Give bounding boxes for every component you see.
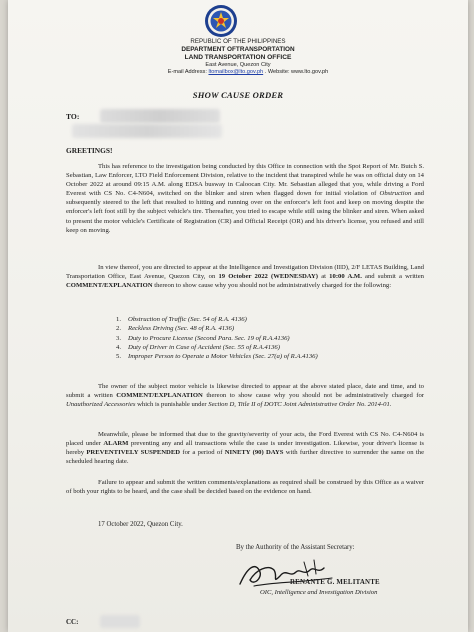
letterhead-department: DEPARTMENT OFTRANSPORTATION (181, 46, 295, 53)
letterhead-address: East Avenue, Quezon City (205, 62, 271, 68)
paragraph-directive: In view thereof, you are directed to appear at the Intelligence and Investigation Division (IID), 2/F LETAS Building, Land Transportation Office, East Avenue, Quezon City, on 19 October 2022 (WEDNESDAY) at 10:00 A.M. and submit a written COMMENT/EXPLANATION thereon to show cause why you should not be administratively charged for the following: (66, 264, 424, 290)
document-title: SHOW CAUSE ORDER (192, 90, 284, 100)
redacted-recipient (100, 109, 220, 123)
authority-line: By the Authority of the Assistant Secretary: (236, 544, 355, 551)
signatory-office: OIC, Intelligence and Investigation Division (260, 589, 378, 596)
list-item: 5. Improper Person to Operate a Motor Vehicles (Sec. 27(a) of R.A.4136) (116, 353, 318, 361)
list-item: 1. Obstruction of Traffic (Sec. 54 of R.A. 4136) (116, 316, 247, 323)
paragraph-alarm: Meanwhile, please be informed that due to the gravity/severity of your acts, the Ford Everest with CS No. C4-N604 is placed under ALARM preventing any and all transactions while the case is under investigation. Likewise, your driver's license is hereby PREVENTIVELY SUSPENDED for a period of NINETY (90) DAYS with further directive to surrender the same on the scheduled hearing date. (66, 431, 425, 466)
email-label: E-mail Address: (167, 69, 207, 75)
paragraph-incident: This has reference to the investigation being conducted by this Office in connection with the Spot Report of Mr. Butch S. Sebastian, Law Enforcer, LTO Field Enforcement Division, relative to the incident that transpired while he was on official duty on 14 October 2022 at around 09:15 A.M. along EDSA busway in Caloocan City. Mr. Sebastian alleged that you, while driving a Ford Everest with CS No. C4-N604, switched on the blinker and siren when flagged down for initial violation of Obstruction and subsequently steered to the left that resulted to hitting and running over on the enforcer's left foot and keep on moving despite the enforcer's left foot still by the subject vehicle's tire. Thereafter, you tried to escape while still using the blinker and siren. When asked to present the motor vehicle's Certificate of Registration (CR) and Official Receipt (OR) and his driver's license, you refused and still keep on moving. (66, 163, 424, 234)
letterhead-country: REPUBLIC OF THE PHILIPPINES (190, 38, 286, 45)
greeting: GREETINGS! (66, 146, 113, 155)
cc-label: CC: (66, 618, 79, 626)
list-item: 2. Reckless Driving (Sec. 48 of R.A. 4136) (116, 325, 235, 333)
email-link[interactable]: ltomailbox@lto.gov.ph (208, 69, 264, 75)
document-date: 17 October 2022, Quezon City. (98, 521, 183, 528)
redacted-recipient-address (72, 124, 222, 138)
redacted-cc (100, 615, 140, 628)
signatory-name: RENANTE G. MELITANTE (290, 579, 380, 586)
violations-list (116, 315, 318, 361)
list-item: 4. Duty of Driver in Case of Accident (Sec. 55 of R.A.4136) (116, 343, 280, 351)
document-page (8, 0, 468, 632)
lto-seal-icon (204, 4, 238, 38)
paragraph-failure: Failure to appear and submit the written comments/explanations as required shall be construed by this Office as a waiver of both your rights to be heard, and the case shall be decided based on the evidence on hand. (66, 479, 424, 496)
website-label: . Website: www.lto.gov.ph (264, 69, 329, 75)
list-item: 3. Duty to Procure License (Second Para. Sec. 19 of R.A.4136) (116, 334, 290, 342)
letterhead-office: LAND TRANSPORTATION OFFICE (184, 54, 292, 61)
to-label: TO: (66, 112, 80, 121)
paragraph-owner: The owner of the subject motor vehicle is likewise directed to appear at the above stated place, date and time, and to submit a written COMMENT/EXPLANATION thereon to show cause why you should not be administratively charged for Unauthorized Accessories which is punishable under Section D, Title II of DOTC Joint Administrative Order No. 2014-01. (66, 383, 425, 409)
letterhead-contact (118, 69, 378, 75)
